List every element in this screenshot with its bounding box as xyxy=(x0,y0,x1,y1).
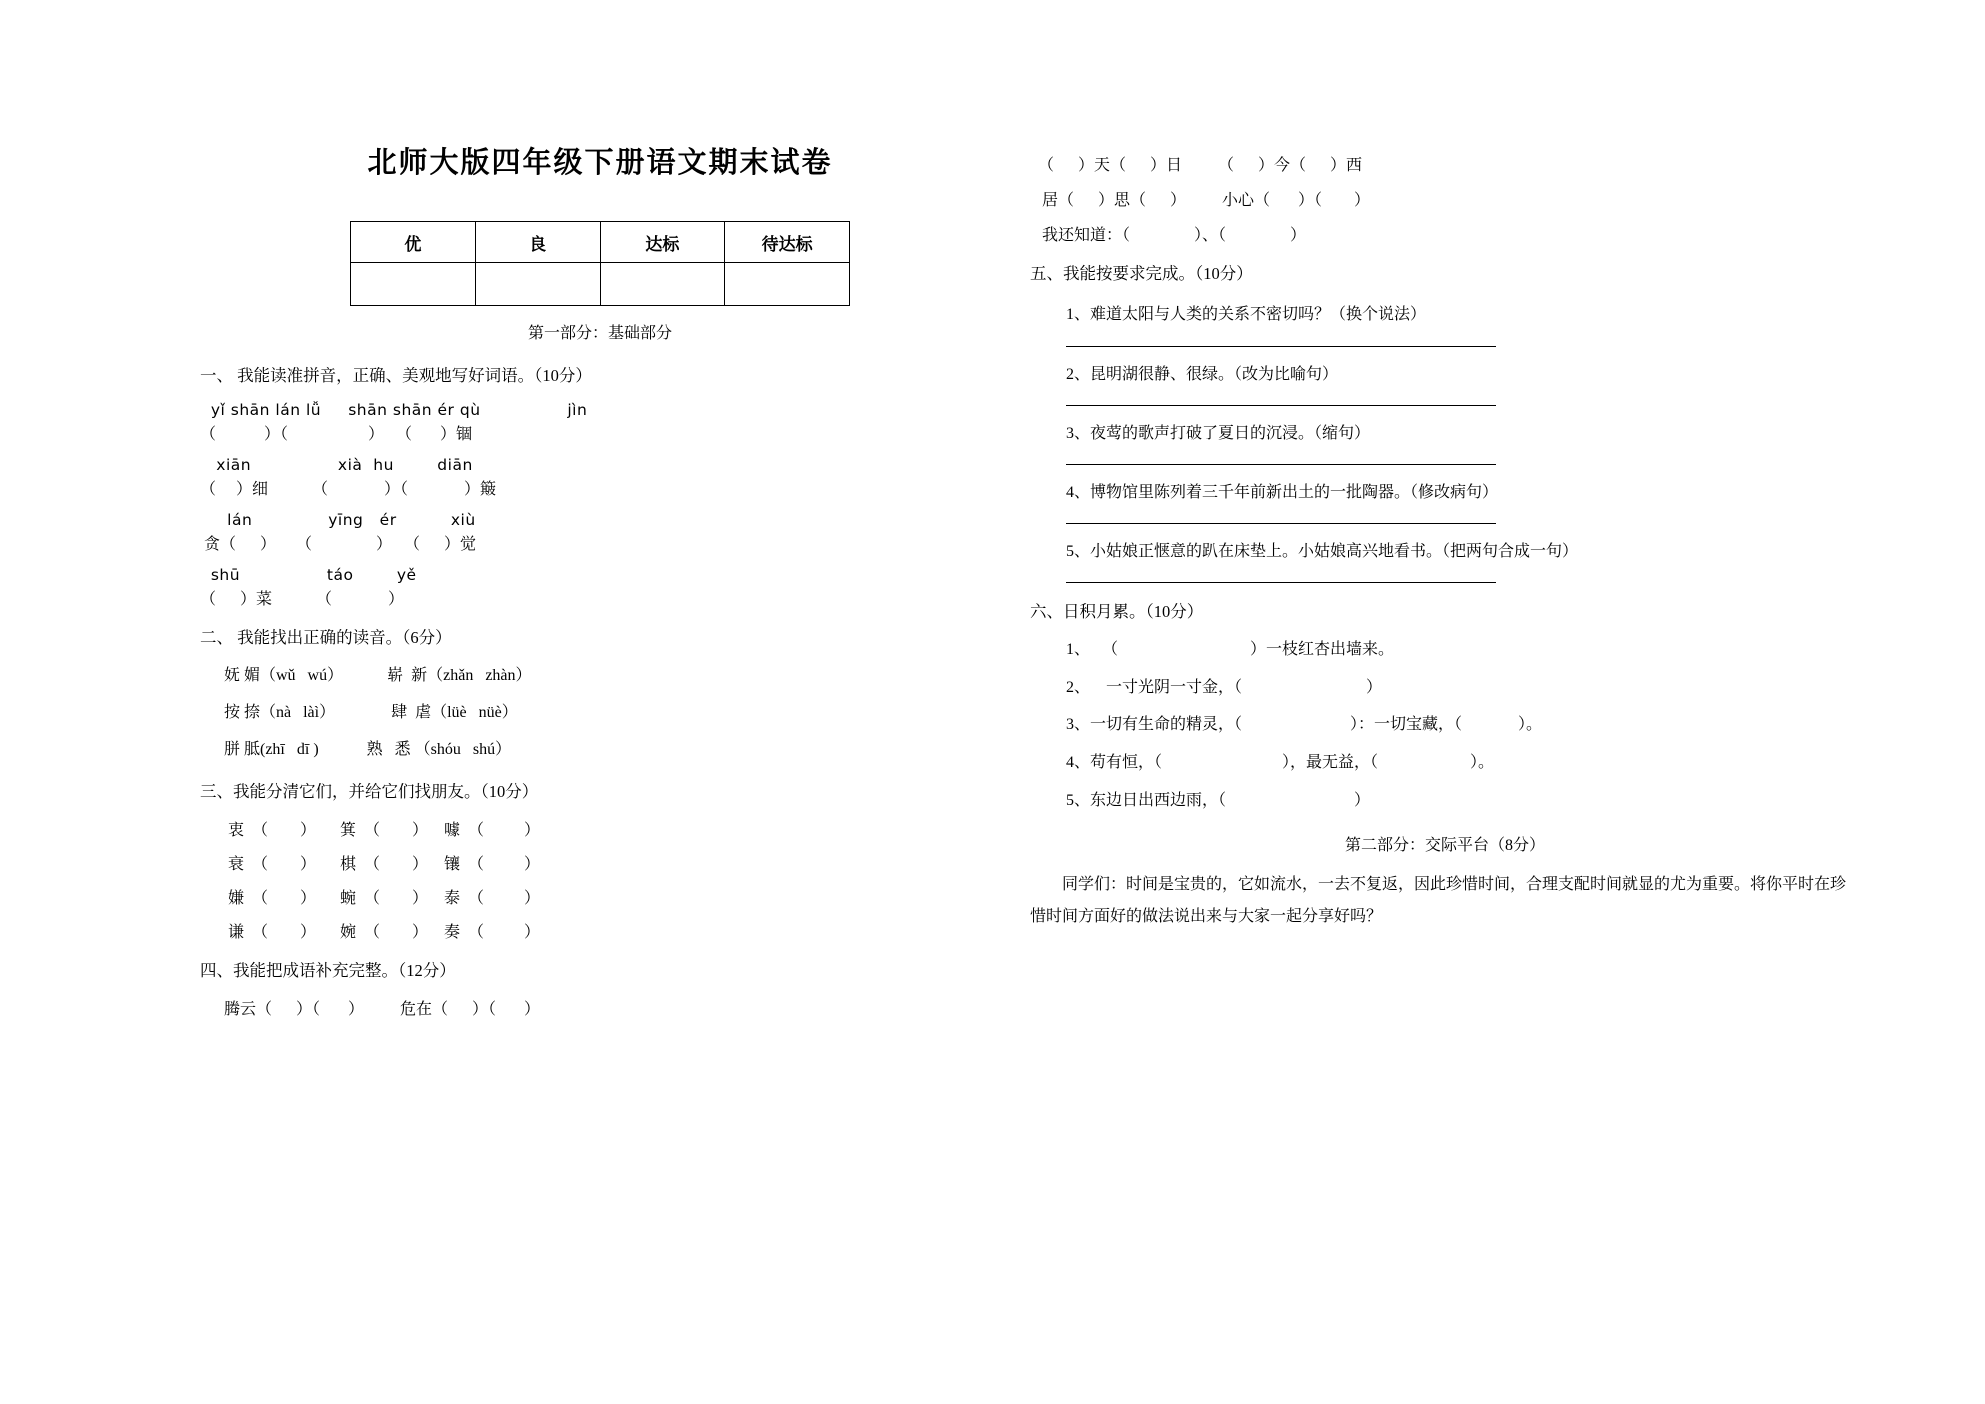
idiom-fill-row[interactable]: 我还知道：（ ）、（ ） xyxy=(1030,227,1307,244)
answer-blank-line[interactable]: （ ）（ ） （ ）锢 xyxy=(200,426,473,444)
section-part-one-header: 第一部分：基础部分 xyxy=(527,325,672,342)
grade-value-cell[interactable] xyxy=(475,263,600,306)
left-column xyxy=(200,120,1000,1031)
grade-value-cell[interactable] xyxy=(351,263,476,306)
essay-prompt: 同学们：时间是宝贵的，它如流水，一去不复返，因此珍惜时间，合理支配时间就显的尤为重要。将你平时在珍惜时间方面好的做法说出来与大家一起分享好吗？ xyxy=(1030,875,1847,925)
idiom-fill-row[interactable]: 腾云（ ）（ ） 危在（ ）（ ） xyxy=(200,1001,541,1019)
right-column xyxy=(1030,140,1860,933)
pronunciation-choice-line[interactable]: 胼 胝(zhī dī ) 熟 悉 （shóu shú） xyxy=(200,741,512,759)
recitation-fill-row[interactable]: 3、一切有生命的精灵，（ ）：一切宝藏，（ ）。 xyxy=(1066,716,1543,734)
sentence-task-4: 4、博物馆里陈列着三千年前新出土的一批陶器。（修改病句） xyxy=(1066,483,1499,501)
pronunciation-choice-line[interactable]: 按 捺（nà làì） 肆 虐（lüè nüè） xyxy=(200,703,518,721)
grade-header-cell: 优 xyxy=(351,222,476,263)
pinyin-line: lán yīng ér xiù xyxy=(200,511,476,530)
sentence-task-5: 5、小姑娘正惬意的趴在床垫上。小姑娘高兴地看书。（把两句合成一句） xyxy=(1066,543,1579,561)
question-2-title: 二、 我能找出正确的读音。（6分） xyxy=(200,628,452,648)
pronunciation-choice-line[interactable]: 妩 媚（wǔ wú） 崭 新（zhǎn zhàn） xyxy=(200,666,532,684)
grade-value-cell[interactable] xyxy=(725,263,850,306)
question-5-title: 五、我能按要求完成。（10分） xyxy=(1030,264,1253,283)
answer-blank-line[interactable]: （ ）菜 （ ） xyxy=(200,591,405,609)
character-match-row[interactable]: 衰 （ ） 棋 （ ） 镶 （ ） xyxy=(200,855,541,873)
answer-rule[interactable] xyxy=(1066,345,1496,347)
table-header-row xyxy=(351,222,850,263)
recitation-fill-row[interactable]: 1、 （ ）一枝红杏出墙来。 xyxy=(1066,640,1395,658)
recitation-fill-row[interactable]: 5、东边日出西边雨，（ ） xyxy=(1066,791,1371,809)
sentence-task-1: 1、难道太阳与人类的关系不密切吗？（换个说法） xyxy=(1066,306,1427,324)
question-3-title: 三、我能分清它们，并给它们找朋友。（10分） xyxy=(200,782,539,802)
character-match-row[interactable]: 衷 （ ） 箕 （ ） 噱 （ ） xyxy=(200,821,541,839)
pinyin-line: yǐ shān lán lǚ shān shān ér qù jìn xyxy=(200,401,588,420)
grade-value-cell[interactable] xyxy=(600,263,725,306)
idiom-fill-row[interactable]: 居（ ）思（ ） 小心（ ）（ ） xyxy=(1030,192,1371,209)
sentence-task-2: 2、昆明湖很静、很绿。（改为比喻句） xyxy=(1066,365,1339,383)
idiom-fill-row[interactable]: （ ）天（ ）日 （ ）今（ ）西 xyxy=(1030,157,1363,174)
grade-header-cell: 良 xyxy=(475,222,600,263)
question-4-title: 四、我能把成语补充完整。（12分） xyxy=(200,960,456,980)
answer-blank-line[interactable]: （ ）细 （ ）（ ）簸 xyxy=(200,481,497,499)
grade-table xyxy=(350,221,850,306)
pinyin-line: xiān xià hu diān xyxy=(200,456,473,475)
character-match-row[interactable]: 嫌 （ ） 蜿 （ ） 泰 （ ） xyxy=(200,889,541,907)
answer-rule[interactable] xyxy=(1066,404,1496,406)
recitation-fill-row[interactable]: 2、 一寸光阴一寸金，（ ） xyxy=(1066,678,1383,696)
pinyin-line: shū táo yě xyxy=(200,566,417,585)
answer-rule[interactable] xyxy=(1066,463,1496,465)
recitation-fill-row[interactable]: 4、苟有恒，（ ），最无益，（ ）。 xyxy=(1066,754,1495,772)
grade-header-cell: 待达标 xyxy=(725,222,850,263)
grade-header-cell: 达标 xyxy=(600,222,725,263)
character-match-row[interactable]: 谦 （ ） 婉 （ ） 奏 （ ） xyxy=(200,923,541,941)
answer-rule[interactable] xyxy=(1066,522,1496,524)
answer-rule[interactable] xyxy=(1066,581,1496,583)
question-1-title: 一、 我能读准拼音，正确、美观地写好词语。（10分） xyxy=(200,366,592,385)
table-row xyxy=(351,263,850,306)
sentence-task-3: 3、夜莺的歌声打破了夏日的沉浸。（缩句） xyxy=(1066,424,1371,442)
answer-blank-line[interactable]: 贪（ ） （ ） （ ）觉 xyxy=(200,536,477,554)
page-title: 北师大版四年级下册语文期末试卷 xyxy=(367,147,833,179)
section-part-two-header: 第二部分：交际平台（8分） xyxy=(1344,836,1545,854)
question-6-title: 六、日积月累。（10分） xyxy=(1030,602,1204,622)
